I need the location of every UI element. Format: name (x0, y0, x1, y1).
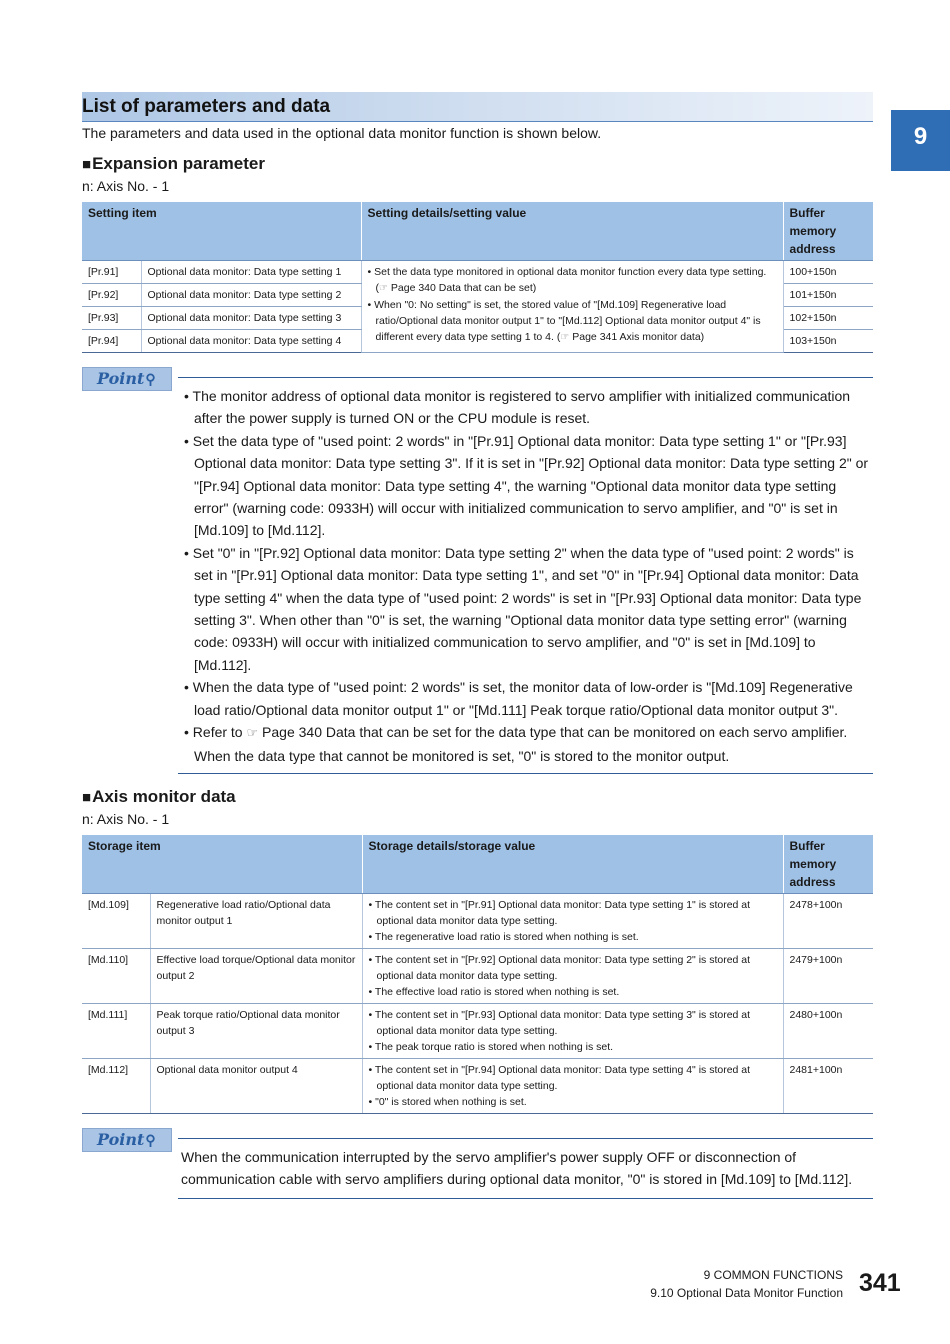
point-bullet: • Set "0" in "[Pr.92] Optional data monitor: Data type setting 2" when the data type of "used point: 2 words" is set in "[Pr.91] Optional data monitor: Data type setting 1", and set "0" in "[Pr.94] Optional data monitor: Data type setting 4" when the data type of "used point: 2 words" is set in "[Pr.93] Optional data monitor: Data type setting 3". When other than "0" is set, the warning "Optional data monitor data type setting error" (warning code: 0933H) will occur with initialized communication to servo amplifier, and "0" is set in [Md.109] to [Md.112]. (184, 544, 862, 673)
reference-hand-icon: ☞ (246, 725, 259, 741)
monitor-name: Regenerative load ratio/Optional data monitor output 1 (150, 894, 362, 949)
point-bullet: • The monitor address of optional data monitor is registered to servo amplifier with initialized communication after the power supply is turned ON or the CPU module is reset. (184, 388, 851, 427)
section-title: List of parameters and data (82, 92, 873, 122)
header-buffer-address: Buffer memory address (783, 835, 873, 894)
param-code: [Pr.93] (82, 307, 141, 330)
monitor-code: [Md.112] (82, 1059, 150, 1114)
table-row (82, 1059, 873, 1114)
square-bullet-icon: ■ (82, 789, 92, 806)
param-name: Optional data monitor: Data type setting 2 (141, 284, 361, 307)
header-buffer-address: Buffer memory address (783, 202, 873, 261)
square-bullet-icon: ■ (82, 156, 92, 173)
point-bottom-rule (178, 773, 873, 774)
point-logo: Point⚲ (82, 1128, 172, 1152)
header-storage-item: Storage item (82, 835, 362, 894)
footer-chapter: 9 COMMON FUNCTIONS (703, 1268, 843, 1282)
point-note-text: When the communication interrupted by the servo amplifier's power supply OFF or disconnection of communication cable with servo amplifiers during optional data monitor, "0" is stored in [Md.109] to [Md.112]. (181, 1149, 853, 1188)
expansion-axis-note: n: Axis No. - 1 (82, 178, 170, 194)
monitor-details: • The content set in "[Pr.91] Optional data monitor: Data type setting 1" is stored at optional data monitor data type setting. • The regenerative load ratio is stored when nothing is set. (362, 894, 783, 949)
monitor-name: Optional data monitor output 4 (150, 1059, 362, 1114)
point-top-rule (178, 377, 873, 378)
chapter-tab: 9 (891, 110, 950, 171)
table-row (82, 894, 873, 949)
buffer-address: 2480+100n (783, 1004, 873, 1059)
buffer-address: 102+150n (783, 307, 873, 330)
axis-monitor-table (82, 835, 873, 1114)
buffer-address: 2481+100n (783, 1059, 873, 1114)
header-setting-details: Setting details/setting value (361, 202, 783, 261)
buffer-address: 2479+100n (783, 949, 873, 1004)
monitor-details: • The content set in "[Pr.94] Optional data monitor: Data type setting 4" is stored at optional data monitor data type setting. • "0" is stored when nothing is set. (362, 1059, 783, 1114)
param-name: Optional data monitor: Data type setting 4 (141, 330, 361, 353)
monitor-details: • The content set in "[Pr.93] Optional data monitor: Data type setting 3" is stored at optional data monitor data type setting. • The peak torque ratio is stored when nothing is set. (362, 1004, 783, 1059)
param-name: Optional data monitor: Data type setting 3 (141, 307, 361, 330)
monitor-code: [Md.109] (82, 894, 150, 949)
magnifier-icon: ⚲ (145, 1133, 156, 1149)
reference-hand-icon: ☞ (560, 332, 570, 343)
page-number: 341 (859, 1269, 901, 1297)
table-row (82, 1004, 873, 1059)
param-code: [Pr.94] (82, 330, 141, 353)
footer-section: 9.10 Optional Data Monitor Function (650, 1286, 843, 1300)
monitor-name: Peak torque ratio/Optional data monitor output 3 (150, 1004, 362, 1059)
point-logo: Point⚲ (82, 367, 172, 391)
param-details: • Set the data type monitored in optional data monitor function every data type setting. (☞ Page 340 Data that can be set) • When "0: No setting" is set, the stored value of "[Md.109] Regenerative load ratio/Optional data monitor output 1" to "[Md.112] Optional data monitor output 4" is different every data type setting 1 to 4. (☞ Page 341 Axis monitor data) (361, 261, 783, 353)
axis-monitor-heading: ■Axis monitor data (82, 787, 236, 806)
header-storage-details: Storage details/storage value (362, 835, 783, 894)
buffer-address: 101+150n (783, 284, 873, 307)
monitor-name: Effective load torque/Optional data monitor output 2 (150, 949, 362, 1004)
monitor-code: [Md.110] (82, 949, 150, 1004)
param-name: Optional data monitor: Data type setting 1 (141, 261, 361, 284)
reference-hand-icon: ☞ (379, 283, 388, 294)
buffer-address: 103+150n (783, 330, 873, 353)
param-code: [Pr.91] (82, 261, 141, 284)
header-setting-item: Setting item (82, 202, 361, 261)
expansion-heading: ■Expansion parameter (82, 154, 265, 173)
intro-text: The parameters and data used in the optional data monitor function is shown below. (82, 125, 602, 141)
buffer-address: 100+150n (783, 261, 873, 284)
expansion-parameter-table (82, 202, 873, 353)
point-bullet: • When the data type of "used point: 2 words" is set, the monitor data of low-order is "[Md.109] Regenerative load ratio/Optional data monitor output 1" or "[Md.111] Peak torque ratio/Optional data monitor output 3". (184, 679, 853, 718)
point-top-rule (178, 1138, 873, 1139)
monitor-code: [Md.111] (82, 1004, 150, 1059)
magnifier-icon: ⚲ (145, 372, 156, 388)
monitor-details: • The content set in "[Pr.92] Optional data monitor: Data type setting 2" is stored at optional data monitor data type setting. • The effective load ratio is stored when nothing is set. (362, 949, 783, 1004)
point-bullet: • Refer to ☞ Page 340 Data that can be set for the data type that can be monitored on each servo amplifier. When the data type that cannot be monitored is set, "0" is stored to the monitor output. (184, 724, 848, 764)
axis-monitor-axis-note: n: Axis No. - 1 (82, 811, 170, 827)
table-row (82, 949, 873, 1004)
point-note-box (178, 385, 873, 767)
table-row (82, 261, 873, 284)
buffer-address: 2478+100n (783, 894, 873, 949)
point-bottom-rule (178, 1198, 873, 1199)
point-bullet: • Set the data type of "used point: 2 words" in "[Pr.91] Optional data monitor: Data type setting 1" or "[Pr.93] Optional data monitor: Data type setting 3". If it is set in "[Pr.92] Optional data monitor: Data type setting 2" or "[Pr.94] Optional data monitor: Data type setting 4", the warning "Optional data monitor data type setting error" (warning code: 0933H) will occur with initialized communication to servo amplifier, and "0" is set in [Md.109] to [Md.112]. (184, 432, 869, 539)
param-code: [Pr.92] (82, 284, 141, 307)
